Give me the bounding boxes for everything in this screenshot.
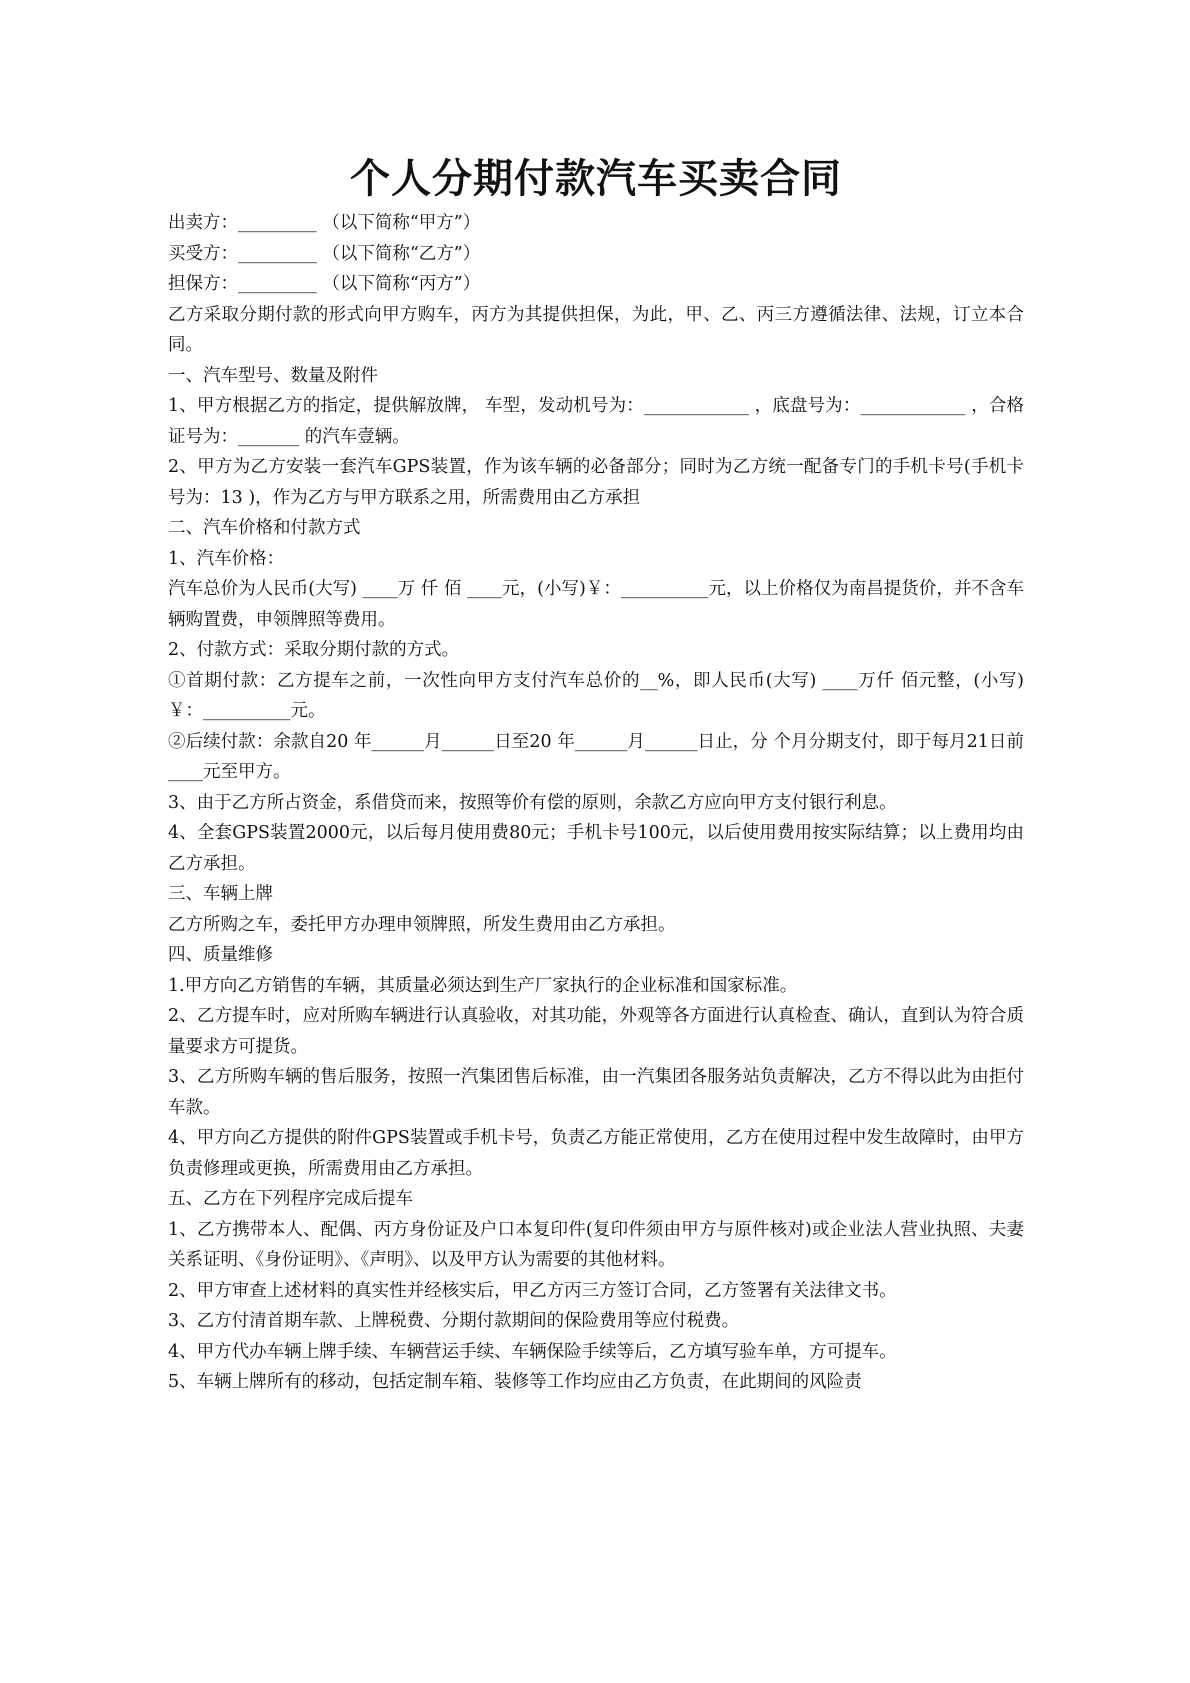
clause-2-2-later-payment: ②后续付款：余款自20 年______月______日至20 年______月______日止，分 个月分期支付，即于每月21日前____元至甲方。 [168, 731, 1024, 782]
clause-5-3: 3、乙方付清首期车款、上牌税费、分期付款期间的保险费用等应付税费。 [168, 1311, 740, 1331]
contract-page [168, 150, 1024, 1398]
section-heading-5: 五、乙方在下列程序完成后提车 [168, 1189, 413, 1209]
clause-2-2: 2、付款方式：采取分期付款的方式。 [168, 640, 460, 660]
party-blank: _________ [238, 243, 317, 264]
clause-4-2: 2、乙方提车时，应对所购车辆进行认真验收，对其功能，外观等各方面进行认真检查、确认，直到认为符合质量要求方可提货。 [168, 1006, 1024, 1057]
clause-2-3: 3、由于乙方所占资金，系借贷而来，按照等价有偿的原则，余款乙方应向甲方支付银行利息。 [168, 792, 897, 813]
clause-2-4: 4、全套GPS装置2000元，以后每月使用费80元；手机卡号100元，以后使用费用按实际结算；以上费用均由乙方承担。 [168, 823, 1024, 874]
clause-4-4: 4、甲方向乙方提供的附件GPS装置或手机卡号，负责乙方能正常使用，乙方在使用过程中发生故障时，由甲方负责修理或更换，所需费用由乙方承担。 [168, 1128, 1024, 1179]
clause-2-2-first-payment: ①首期付款：乙方提车之前，一次性向甲方支付汽车总价的__%，即人民币(大写) ____万仟 佰元整，(小写)￥：__________元。 [168, 670, 1024, 721]
clause-1-1: 1、甲方根据乙方的指定，提供解放牌， 车型，发动机号为：____________ ，底盘号为：____________ ，合格证号为：_______ 的汽车壹辆。 [168, 396, 1024, 447]
party-label: 买受方： [168, 243, 238, 264]
party-seller [168, 208, 1024, 239]
section-heading-3: 三、车辆上牌 [168, 884, 273, 904]
clause-5-5: 5、车辆上牌所有的移动，包括定制车箱、装修等工作均应由乙方负责，在此期间的风险责 [168, 1372, 862, 1392]
party-guarantor [168, 269, 1024, 300]
party-alias: （以下简称“丙方”） [322, 274, 481, 294]
clause-3: 乙方所购之车，委托甲方办理申领牌照，所发生费用由乙方承担。 [168, 914, 676, 935]
clause-1-2: 2、甲方为乙方安装一套汽车GPS装置，作为该车辆的必备部分；同时为乙方统一配备专门的手机卡号(手机卡号为：13 )，作为乙方与甲方联系之用，所需费用由乙方承担 [168, 457, 1024, 508]
party-blank: _________ [238, 213, 317, 233]
clause-2-1-price: 汽车总价为人民币(大写) ____万 仟 佰 ____元，(小写)￥：__________元，以上价格仅为南昌提货价，并不含车辆购置费，申领牌照等费用。 [168, 579, 1024, 630]
clause-5-1: 1、乙方携带本人、配偶、丙方身份证及户口本复印件(复印件须由甲方与原件核对)或企业法人营业执照、夫妻关系证明、《身份证明》、《声明》、以及甲方认为需要的其他材料。 [168, 1219, 1024, 1270]
clause-5-4: 4、甲方代办车辆上牌手续、车辆营运手续、车辆保险手续等后，乙方填写验车单，方可提车。 [168, 1341, 897, 1362]
intro-paragraph: 乙方采取分期付款的形式向甲方购车，丙方为其提供担保，为此，甲、乙、丙三方遵循法律、法规，订立本合同。 [168, 304, 1024, 355]
party-label: 出卖方： [168, 213, 238, 233]
clause-2-1: 1、汽车价格： [168, 548, 285, 569]
party-alias: （以下简称“乙方”） [322, 243, 481, 264]
document-title: 个人分期付款汽车买卖合同 [350, 156, 842, 202]
section-heading-1: 一、汽车型号、数量及附件 [168, 365, 378, 386]
clause-4-3: 3、乙方所购车辆的售后服务，按照一汽集团售后标准，由一汽集团各服务站负责解决，乙方不得以此为由拒付车款。 [168, 1067, 1024, 1118]
clause-5-2: 2、甲方审查上述材料的真实性并经核实后，甲乙方丙三方签订合同，乙方签署有关法律文书。 [168, 1280, 897, 1301]
party-label: 担保方： [168, 274, 238, 294]
section-heading-4: 四、质量维修 [168, 945, 273, 965]
party-alias: （以下简称“甲方”） [322, 213, 481, 233]
section-heading-2: 二、汽车价格和付款方式 [168, 518, 361, 538]
party-blank: _________ [238, 274, 317, 294]
clause-4-1: 1.甲方向乙方销售的车辆，其质量必须达到生产厂家执行的企业标准和国家标准。 [168, 975, 798, 996]
party-buyer [168, 239, 1024, 270]
